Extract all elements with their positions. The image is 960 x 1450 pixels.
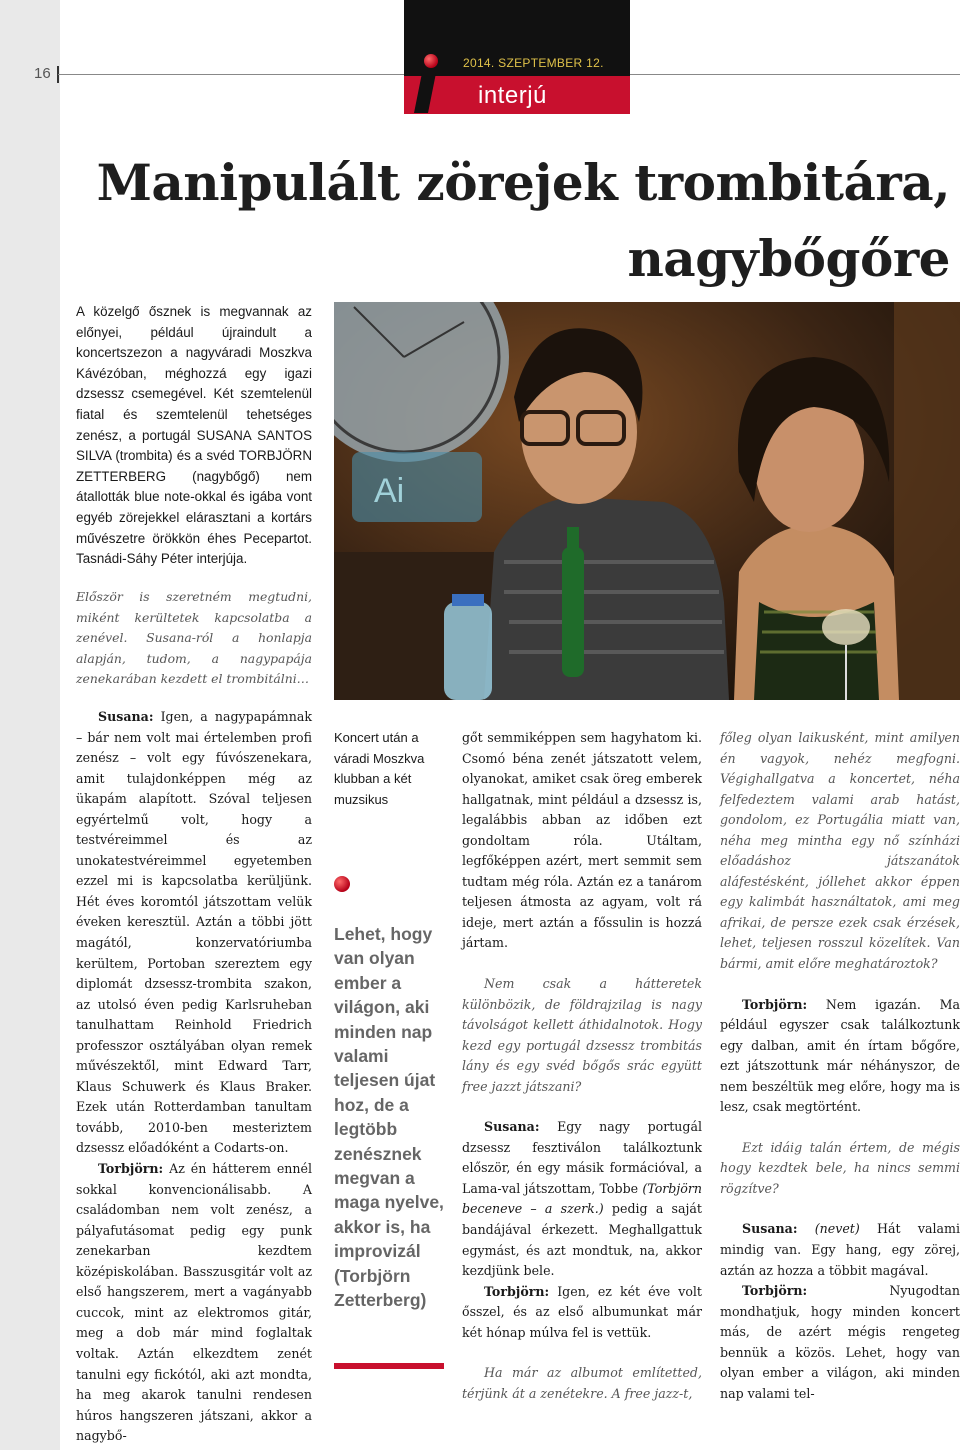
paragraph-text: gőt semmiképpen sem hagyhatom ki. Csomó béna zenét játszatott velem, olyanokat, amiket csak öreg emberek hallgatnak, mint például a dzsessz is, legalábbis abban az időben ezt gondoltam róla. Utáltam, legfőképpen azért, mert semmit sem tudtam még róla. Aztán ez a tanárom teljesen átmosta az agyam, volt rá ideje, mert aztán a főssulin is hozzá jártam. (462, 730, 702, 951)
editor-note: (Torbjörn beceneve – a szerk.) (462, 1180, 702, 1217)
speaker-name: Susana: (98, 709, 154, 724)
title-line-1: Manipulált zörejek trombitára, (96, 153, 950, 212)
interviewer-question: Ha már az albumot említetted, térjünk át a zenétekre. A free jazz-t, (462, 1365, 702, 1401)
photo-caption: Koncert után a váradi Moszkva klubban a két muzsikus (334, 730, 425, 807)
interviewer-question: Nem csak a hátteretek különbözik, de földrajzilag is nagy távolságot kellett áthidalnotok. Hogy kezd egy portugál dzsessz trombitás lány és egy svéd bőgős srác együtt free jazzt játszani? (462, 976, 702, 1094)
article-column-4 (720, 728, 960, 1404)
article-column-3 (462, 728, 702, 1424)
paragraph (76, 707, 312, 1159)
page-number: 16 (34, 65, 51, 82)
article-column-1 (76, 707, 312, 1447)
paragraph (462, 1282, 702, 1344)
paragraph-text: Egy nagy portugál dzsessz fesztiválon találkoztunk először, én egy másik formációval, a Lama-val játszottam, Tobbe (462, 1119, 702, 1196)
musicians-photo (334, 302, 960, 700)
paragraph (720, 1219, 960, 1281)
paragraph-text: Nem igazán. Ma például egyszer csak találkoztunk egy dalban, amit én írtam bőgőre, ezt játszottunk már néhányszor, de nem beszéltük meg előre, hogy ma is lesz, csak megtörtént. (720, 996, 960, 1115)
page-margin-strip (0, 0, 60, 1450)
speaker-name: Torbjörn: (742, 996, 808, 1012)
intro-question: Először is szeretném megtudni, miként kerültetek kapcsolatba a zenével. Susana-ról a honlapja alapján, tudom, a nagypapája zenekarában kezdett el trombitálni… (76, 589, 312, 687)
stage-direction: (nevet) (797, 1221, 860, 1237)
issue-date: 2014. SZEPTEMBER 12. (463, 56, 604, 70)
pullquote-dot-icon (334, 876, 350, 892)
article-lead: A közelgő ősznek is megvannak az előnyei, például újraindult a koncertszezon a nagyváradi Moszkva Kávézóban, méghozzá egy igazi dzsessz csemegével. Két szemtelenül fiatal és szemtelenül tehetséges zenész, a portugál SUSANA SANTOS SILVA (trombita) és a svéd TORBJÖRN ZETTERBERG (nagybőgő) nem átallották blue note-okkal és igába vont egyéb zörejekkel elárasztani a kortárs művészetre örökkön éhes Pecepartot. Tasnádi-Sáhy Péter interjúja. (76, 304, 312, 567)
paragraph (462, 1117, 702, 1281)
musicians-photo-illustration (334, 302, 960, 700)
paragraph-text: Nyugodtan mondhatjuk, hogy minden koncert más, de azért mégis rengeteg bennük a közös. Lehet, hogy van olyan ember a világon, aki minden nap valami tel- (720, 1283, 960, 1401)
speaker-name: Torbjörn: (742, 1283, 808, 1299)
paragraph-text: Az én hátterem ennél sokkal konvencionálisabb. A családomban nem volt zenész, a pályafutásomat pedig egy punk zenekarban kezdtem középiskolában. Basszusgitár volt az első hangszerem, mert a vagányabb cuccok, mint az elektromos gitár, meg a dob már mind foglaltak voltak. Aztán elkezdtem zenét tanulni egy fickótól, aki azt mondta, ha meg akarok tanulni rendesen húros hangszeren játszani, akkor a nagybő- (76, 1161, 312, 1444)
speaker-name: Torbjörn: (98, 1161, 164, 1177)
speaker-name: Torbjörn: (484, 1283, 550, 1299)
article-title (80, 145, 950, 297)
svg-text:Ai: Ai (374, 472, 405, 510)
interviewer-question: főleg olyan laikusként, mint amilyen én vagyok, nehéz megfogni. Végighallgatva a koncertet, néha felfedeztem valami arab hatást, gondolom, ez Portugália miatt van, néha meg mintha egy nő színházi előadáshoz játszanátok aláfestésként, jóllehet akkor éppen egy kalimbát használtatok, ami meg afrikai, de persze ezek csak érzések, lehet, teljesen rosszul közelítek. Van bármi, amit előre meghatároztok? (720, 730, 960, 972)
paragraph-text: Hát valami mindig van. Egy hang, egy zörej, aztán az hozza a többit magával. (720, 1221, 960, 1278)
paragraph (720, 995, 960, 1118)
title-line-2: nagybőgőre (627, 229, 950, 288)
paragraph-text: Igen, a nagypapámnak – bár nem volt mai értelemben profi zenész – volt egy fúvószenekara, amit tulajdonképpen még az ükapám alapított. Szóval teljesen egyértelmű volt, hogy a testvéreimmel és az unokatestvéreimmel egyetemben ezzel mi is kapcsolatba kerüljünk. Hét éves koromtól játszottam velük éveken keresztül. Aztán a többi jött magától, konzervatóriumba kerültem, Portoban szereztem egy diplomát dzsessz-trombita szakon, az utolsó éven pedig Karlsruheban tanulhattam Reinhold Friedrich professzor osztályában olyan remek művészektől, mint Edward Tarr, Klaus Schuwerk és Klaus Braker. Ezek után Rotterdamban tanultam tovább, 2010-ben mesteriztem dzsessz előadóként a Codarts-on. (76, 709, 312, 1156)
paragraph (76, 1159, 312, 1447)
paragraph (720, 1281, 960, 1404)
paragraph-text: pedig a saját bandájával érkezett. Meghallgattuk egymást, és azt mondtuk, na, akkor kezdjünk bele. (462, 1201, 702, 1279)
section-label: interjú (478, 82, 547, 109)
interviewer-question: Ezt idáig talán értem, de mégis hogy kezdtek bele, ha nincs semmi rögzítve? (720, 1139, 960, 1196)
paragraph-text: Igen, ez két éve volt ősszel, és az első albumunkat már két hónap múlva fel is vettük. (462, 1283, 702, 1340)
speaker-name: Susana: (742, 1221, 798, 1237)
pullquote-rule (334, 1363, 444, 1369)
speaker-name: Susana: (484, 1119, 540, 1135)
interview-i-dot-icon (424, 54, 438, 68)
interview-i-icon (414, 73, 436, 113)
pullquote: Lehet, hogy van olyan ember a világon, aki minden nap valami teljesen újat hoz, de a legtöbb zenésznek megvan a maga nyelve, akkor is, ha improvizál (Torbjörn Zetterberg) (334, 924, 444, 1311)
